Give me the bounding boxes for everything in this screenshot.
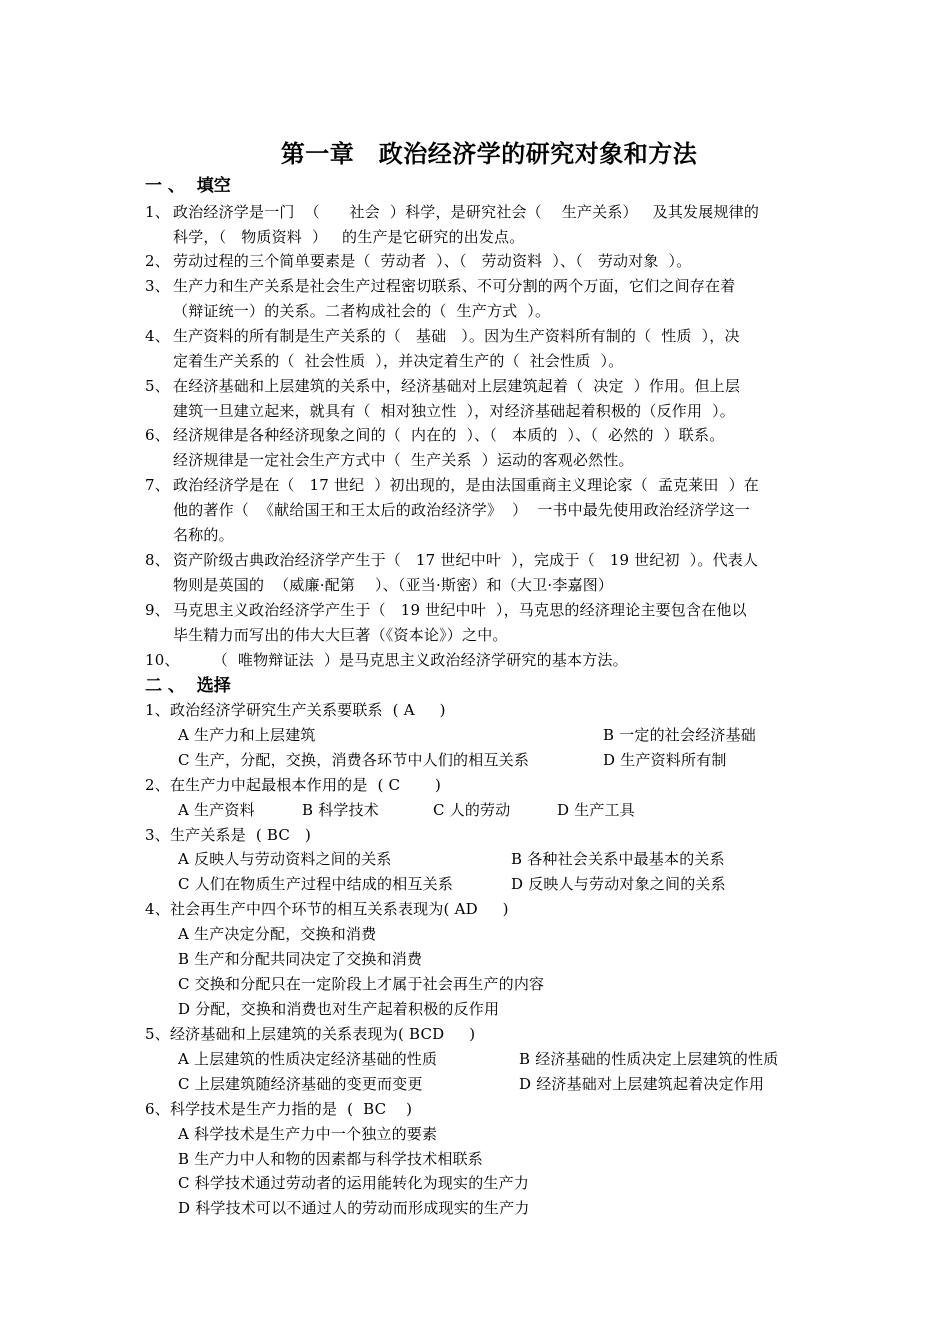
choice-option: C 生产，分配，交换，消费各环节中人们的相互关系: [178, 751, 530, 769]
section-heading-fill: 一 、 填空: [145, 176, 231, 196]
fill-item-number: 8、: [145, 551, 170, 569]
choice-option: D 生产资料所有制: [603, 751, 727, 769]
choice-option: D 经济基础对上层建筑起着决定作用: [519, 1075, 765, 1093]
fill-item-number: 9、: [145, 601, 170, 619]
fill-item-text: 生产资料的所有制是生产关系的（ 基础 ）。因为生产资料所有制的（ 性质 ），决: [173, 327, 740, 345]
fill-item-text: 政治经济学是在（ 17 世纪 ）初出现的，是由法国重商主义理论家（ 孟克莱田 ）在: [173, 476, 759, 494]
fill-item-text: 科学，（ 物质资料 ） 的生产是它研究的出发点。: [173, 228, 525, 246]
fill-item-text: 他的著作（ 《献给国王和王太后的政治经济学》 ） 一书中最先使用政治经济学这一: [173, 501, 751, 519]
choice-option: A 生产资料: [178, 801, 255, 819]
fill-item-text: 马克思主义政治经济学产生于（ 19 世纪中叶 ），马克思的经济理论主要包含在他以: [173, 601, 747, 619]
fill-item-text: （辩证统一）的关系。二者构成社会的（ 生产方式 ）。: [173, 302, 551, 320]
choice-option: C 交换和分配只在一定阶段上才属于社会再生产的内容: [178, 975, 545, 993]
choice-question: 1、政治经济学研究生产关系要联系 ( A ): [145, 701, 446, 719]
fill-item-text: 在经济基础和上层建筑的关系中，经济基础对上层建筑起着（ 决定 ）作用。但上层: [173, 377, 741, 395]
choice-option: A 上层建筑的性质决定经济基础的性质: [178, 1050, 438, 1068]
choice-option: B 经济基础的性质决定上层建筑的性质: [519, 1050, 779, 1068]
choice-option: A 科学技术是生产力中一个独立的要素: [178, 1125, 438, 1143]
choice-question: 3、生产关系是 ( BC ): [145, 826, 312, 844]
fill-item-text: 名称的。: [173, 526, 234, 544]
fill-item-text: 资产阶级古典政治经济学产生于（ 17 世纪中叶 ），完成于（ 19 世纪初 ）。代表人: [173, 551, 759, 569]
choice-option: B 生产和分配共同决定了交换和消费: [178, 950, 423, 968]
fill-item-text: 经济规律是各种经济现象之间的（ 内在的 ）、（ 本质的 ）、（ 必然的 ）联系。: [173, 426, 725, 444]
fill-item-number: 5、: [145, 377, 170, 395]
fill-item-text: 劳动过程的三个简单要素是（ 劳动者 ）、（ 劳动资料 ）、（ 劳动对象 ）。: [173, 252, 692, 270]
choice-question: 6、科学技术是生产力指的是 ( BC ): [145, 1100, 413, 1118]
chapter-title: 第一章 政治经济学的研究对象和方法: [280, 140, 698, 168]
choice-question: 5、经济基础和上层建筑的关系表现为( BCD ): [145, 1025, 476, 1043]
choice-option: D 分配，交换和消费也对生产起着积极的反作用: [178, 1000, 500, 1018]
fill-item-text: 物则是英国的 （威廉·配第 ）、（亚当·斯密）和（大卫·李嘉图）: [173, 576, 614, 594]
choice-option: D 反映人与劳动对象之间的关系: [511, 875, 726, 893]
choice-option: A 生产力和上层建筑: [178, 726, 316, 744]
fill-item-number: 7、: [145, 476, 170, 494]
choice-option: C 上层建筑随经济基础的变更而变更: [178, 1075, 423, 1093]
choice-option: D 生产工具: [557, 801, 635, 819]
choice-option: C 科学技术通过劳动者的运用能转化为现实的生产力: [178, 1174, 530, 1192]
fill-item-number: 4、: [145, 327, 170, 345]
fill-item-number: 6、: [145, 426, 170, 444]
choice-question: 2、在生产力中起最根本作用的是 ( C ): [145, 776, 442, 794]
choice-option: B 科学技术: [302, 801, 379, 819]
fill-item-text: 生产力和生产关系是社会生产过程密切联系、不可分割的两个万面，它们之间存在着: [173, 277, 736, 295]
choice-option: A 反映人与劳动资料之间的关系: [178, 850, 392, 868]
choice-option: C 人的劳动: [433, 801, 511, 819]
fill-item-text: 政治经济学是一门 （ 社会 ）科学，是研究社会（ 生产关系） 及其发展规律的: [173, 203, 760, 221]
fill-item-number: 2、: [145, 252, 170, 270]
choice-option: C 人们在物质生产过程中结成的相互关系: [178, 875, 454, 893]
fill-item-number: 3、: [145, 277, 170, 295]
choice-option: B 生产力中人和物的因素都与科学技术相联系: [178, 1150, 483, 1168]
fill-item-number: 10、: [145, 651, 180, 669]
fill-item-text: 建筑一旦建立起来，就具有（ 相对独立性 ），对经济基础起着积极的（反作用 ）。: [173, 402, 736, 420]
fill-item-text: 经济规律是一定社会生产方式中（ 生产关系 ）运动的客观必然性。: [173, 451, 634, 469]
choice-option: B 一定的社会经济基础: [603, 726, 756, 744]
section-heading-choice: 二 、 选择: [145, 676, 231, 696]
choice-option: B 各种社会关系中最基本的关系: [511, 850, 725, 868]
fill-item-text: 定着生产关系的（ 社会性质 ），并决定着生产的（ 社会性质 ）。: [173, 352, 624, 370]
fill-item-text: 毕生精力而写出的伟大大巨著（《资本论》）之中。: [173, 626, 508, 644]
choice-option: D 科学技术可以不通过人的劳动而形成现实的生产力: [178, 1199, 530, 1217]
choice-question: 4、社会再生产中四个环节的相互关系表现为( AD ): [145, 900, 509, 918]
fill-item-text: （ 唯物辩证法 ）是马克思主义政治经济学研究的基本方法。: [173, 651, 628, 669]
fill-item-number: 1、: [145, 203, 170, 221]
choice-option: A 生产决定分配，交换和消费: [178, 925, 377, 943]
